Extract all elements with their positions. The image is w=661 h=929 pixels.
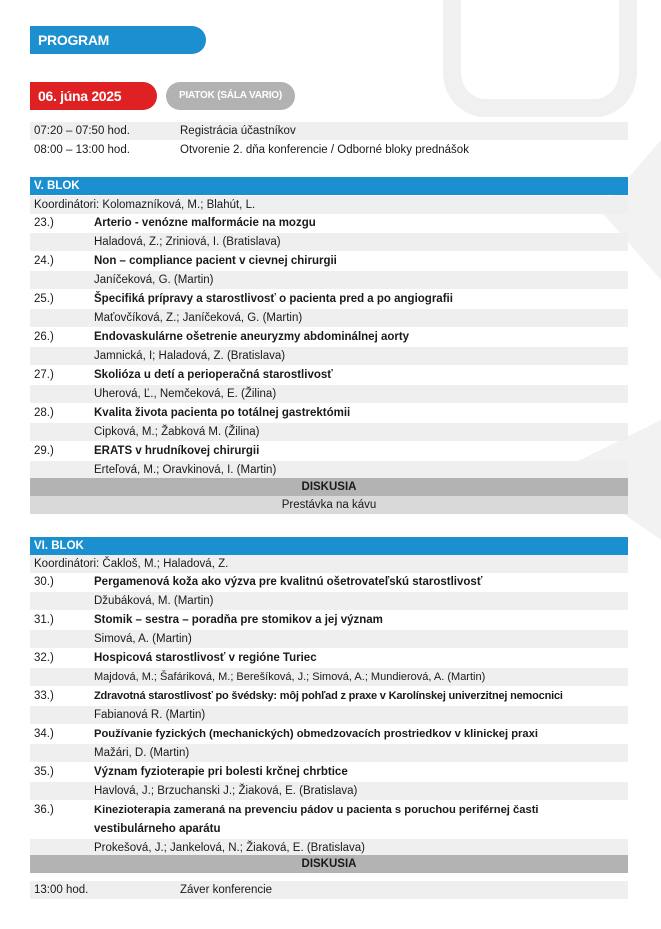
talk-authors: Havlová, J.; Brzuchanski J.; Žiaková, E. (Bratislava) xyxy=(94,785,358,797)
talk-row: 30.) Pergamenová koža ako výzva pre kvalitnú ošetrovateľskú starostlivosť xyxy=(30,573,628,591)
talk-title: Non – compliance pacient v cievnej chirurgii xyxy=(94,255,337,267)
talk-row: 26.) Endovaskulárne ošetrenie aneuryzmy abdominálnej aorty xyxy=(30,328,628,346)
talk-authors: Prokešová, J.; Jankelová, N.; Žiaková, E. (Bratislava) xyxy=(94,842,365,854)
discussion-band: DISKUSIA xyxy=(30,478,628,496)
talk-authors-row xyxy=(30,706,628,724)
schedule-row xyxy=(30,122,628,140)
talk-title: Pergamenová koža ako výzva pre kvalitnú ošetrovateľskú starostlivosť xyxy=(94,576,483,588)
talk-title: Kinezioterapia zameraná na prevenciu pádov u pacienta s poruchou periférnej časti xyxy=(94,804,539,816)
talk-title: ERATS v hrudníkovej chirurgii xyxy=(94,445,260,457)
talk-authors: Fabianová R. (Martin) xyxy=(94,709,206,721)
program-title-badge: PROGRAM KONFERENCIE xyxy=(30,26,206,54)
talk-authors-row xyxy=(30,630,628,648)
talk-authors-row xyxy=(30,782,628,800)
talk-authors: Majdová, M.; Šafáriková, M.; Berešíková, J.; Simová, A.; Mundierová, A. (Martin) xyxy=(94,671,486,683)
date-badge: 06. júna 2025 xyxy=(30,82,157,110)
talk-title: Používanie fyzických (mechanických) obmedzovacích prostriedkov v klinickej praxi xyxy=(94,728,538,740)
talk-title: Skolióza u detí a perioperačná starostlivosť xyxy=(94,369,333,381)
talk-title: Zdravotná starostlivosť po švédsky: môj pohľad z praxe v Karolínskej univerzitnej nemocnici xyxy=(94,690,563,702)
talk-row: 27.) Skolióza u detí a perioperačná starostlivosť xyxy=(30,366,628,384)
talk-row: 28.) Kvalita života pacienta po totálnej gastrektómii xyxy=(30,404,628,422)
talk-authors-row xyxy=(30,347,628,365)
block-vi-header: VI. BLOK xyxy=(30,537,628,555)
talk-title: vestibulárneho aparátu xyxy=(94,823,221,835)
talk-row: 34.) Používanie fyzických (mechanických) obmedzovacích prostriedkov v klinickej praxi xyxy=(30,725,628,743)
talk-row: 25.) Špecifiká prípravy a starostlivosť o pacienta pred a po angiografii xyxy=(30,290,628,308)
talk-row: 29.) ERATS v hrudníkovej chirurgii xyxy=(30,442,628,460)
talk-title-continued xyxy=(30,820,628,838)
discussion-band: DISKUSIA xyxy=(30,855,628,873)
talk-title: Arterio - venózne malformácie na mozgu xyxy=(94,217,316,229)
talk-authors-row xyxy=(30,461,628,479)
closing-row xyxy=(30,881,628,899)
talk-title: Význam fyzioterapie pri bolesti krčnej chrbtice xyxy=(94,766,348,778)
talk-authors-row xyxy=(30,233,628,251)
talk-title: Hospicová starostlivosť v regióne Turiec xyxy=(94,652,317,664)
talk-row: 33.) Zdravotná starostlivosť po švédsky: môj pohľad z praxe v Karolínskej univerzitnej nemocnici xyxy=(30,687,628,705)
talk-authors: Erteľová, M.; Oravkinová, I. (Martin) xyxy=(94,464,277,476)
talk-authors-row xyxy=(30,592,628,610)
schedule-text: Registrácia účastníkov xyxy=(180,125,296,137)
talk-authors-row xyxy=(30,271,628,289)
talk-authors: Džubáková, M. (Martin) xyxy=(94,595,214,607)
talk-authors: Janíčeková, G. (Martin) xyxy=(94,274,214,286)
schedule-text: Otvorenie 2. dňa konferencie / Odborné bloky prednášok xyxy=(180,144,469,156)
talk-title: Špecifiká prípravy a starostlivosť o pacienta pred a po angiografii xyxy=(94,293,453,305)
schedule-time: 07:20 – 07:50 hod. xyxy=(34,125,130,137)
talk-authors-row xyxy=(30,744,628,762)
talk-authors-row xyxy=(30,423,628,441)
talk-authors: Haladová, Z.; Zriniová, I. (Bratislava) xyxy=(94,236,281,248)
talk-authors: Simová, A. (Martin) xyxy=(94,633,192,645)
closing-text: Záver konferencie xyxy=(180,884,273,896)
schedule-row xyxy=(30,141,628,159)
talk-row: 23.) Arterio - venózne malformácie na mozgu xyxy=(30,214,628,232)
coffee-break-band: Prestávka na kávu xyxy=(30,496,628,514)
talk-row: 32.) Hospicová starostlivosť v regióne Turiec xyxy=(30,649,628,667)
schedule-time: 08:00 – 13:00 hod. xyxy=(34,144,130,156)
day-venue-badge: PIATOK (SÁLA VARIO) xyxy=(166,82,295,110)
talk-authors-row xyxy=(30,668,628,686)
closing-time: 13:00 hod. xyxy=(34,884,89,896)
talk-authors: Cipková, M.; Žabková M. (Žilina) xyxy=(94,426,260,438)
talk-authors: Uherová, Ľ., Nemčeková, E. (Žilina) xyxy=(94,388,277,400)
talk-authors: Jamnická, I; Haladová, Z. (Bratislava) xyxy=(94,350,286,362)
talk-title: Kvalita života pacienta po totálnej gastrektómii xyxy=(94,407,351,419)
talk-row: 36.) Kinezioterapia zameraná na prevenciu pádov u pacienta s poruchou periférnej časti xyxy=(30,801,628,819)
talk-authors: Maťovčíková, Z.; Janíčeková, G. (Martin) xyxy=(94,312,303,324)
block-vi-coordinators: Koordinátori: Čakloš, M.; Haladová, Z. xyxy=(30,555,628,573)
talk-authors: Mažári, D. (Martin) xyxy=(94,747,190,759)
talk-title: Stomik – sestra – poradňa pre stomikov a jej význam xyxy=(94,614,383,626)
talk-row: 31.) Stomik – sestra – poradňa pre stomikov a jej význam xyxy=(30,611,628,629)
block-v-header: V. BLOK xyxy=(30,177,628,195)
talk-row: 35.) Význam fyzioterapie pri bolesti krčnej chrbtice xyxy=(30,763,628,781)
talk-row: 24.) Non – compliance pacient v cievnej chirurgii xyxy=(30,252,628,270)
talk-authors-row xyxy=(30,385,628,403)
block-v-coordinators: Koordinátori: Kolomazníková, M.; Blahút, L. xyxy=(30,196,628,214)
talk-title: Endovaskulárne ošetrenie aneuryzmy abdominálnej aorty xyxy=(94,331,410,343)
talk-authors-row xyxy=(30,309,628,327)
